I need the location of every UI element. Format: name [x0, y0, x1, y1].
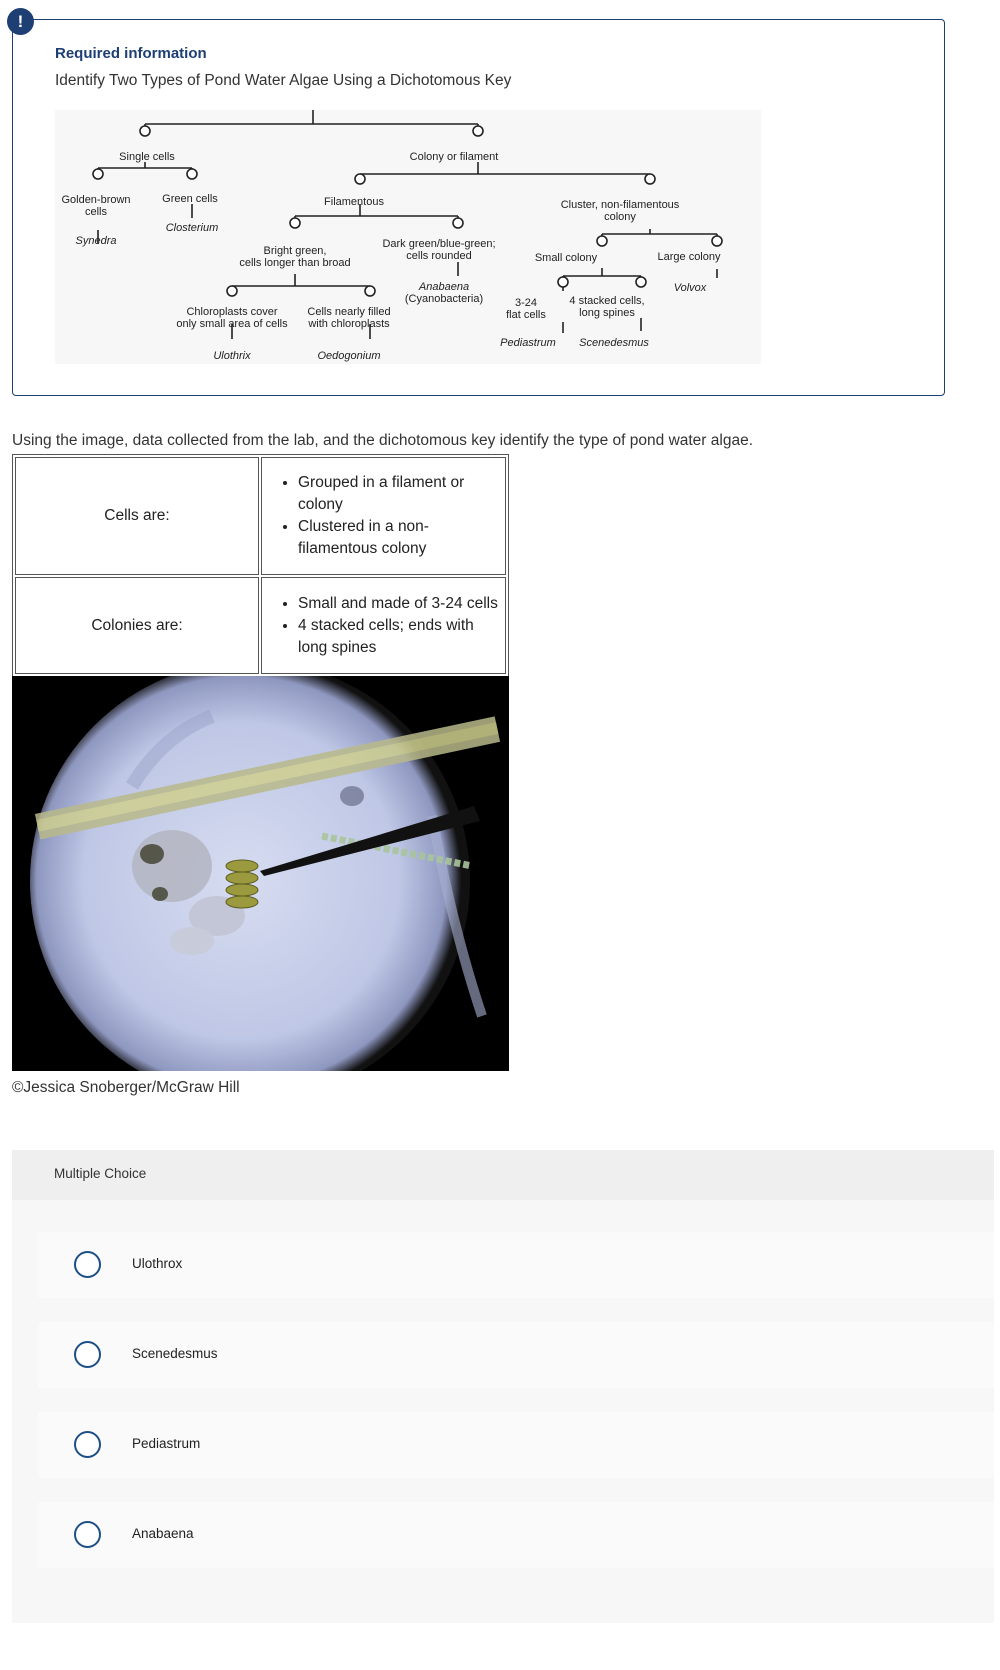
- list-item: • Clustered in a non-filamentous colony: [298, 516, 501, 560]
- option-pediastrum[interactable]: [38, 1412, 994, 1478]
- required-information-subtitle: Identify Two Types of Pond Water Algae Using a Dichotomous Key: [55, 72, 512, 89]
- key-label-with-chloroplasts: with chloroplasts: [308, 318, 390, 330]
- option-label: Ulothrox: [132, 1256, 183, 1271]
- key-label-bright-green: Bright green,: [263, 245, 327, 257]
- table-row: [15, 457, 506, 575]
- key-label-flat-cells: flat cells: [506, 309, 546, 321]
- option-label: Scenedesmus: [132, 1346, 218, 1361]
- list-item: • Grouped in a filament or colony: [298, 472, 501, 516]
- key-label-chloroplasts-cover: Chloroplasts cover: [186, 306, 278, 318]
- key-label-large-colony: Large colony: [657, 251, 721, 263]
- key-label-cluster: Cluster, non-filamentous: [560, 199, 680, 211]
- key-label-small-colony: Small colony: [534, 252, 598, 264]
- key-label-pediastrum: Pediastrum: [500, 337, 556, 349]
- table-row: [15, 577, 506, 674]
- observation-table: [12, 454, 509, 677]
- multiple-choice-title: Multiple Choice: [54, 1166, 147, 1181]
- key-label-closterium: Closterium: [165, 222, 219, 234]
- key-label-anabaena: Anabaena: [418, 281, 470, 293]
- option-label: Pediastrum: [132, 1436, 201, 1451]
- key-label-small-area: only small area of cells: [176, 318, 288, 330]
- key-label-cells-rounded: cells rounded: [406, 250, 472, 262]
- option-scenedesmus[interactable]: [38, 1322, 994, 1388]
- key-label-synedra: Synedra: [75, 235, 117, 247]
- key-label-4-stacked: 4 stacked cells,: [569, 295, 645, 307]
- key-label-3-24: 3-24: [514, 297, 538, 309]
- radio-button[interactable]: [74, 1251, 101, 1278]
- row-label-colonies: Colonies are:: [15, 577, 259, 674]
- key-label-green-cells: Green cells: [162, 193, 218, 205]
- key-label-nearly-filled: Cells nearly filled: [307, 306, 391, 318]
- key-label-scenedesmus: Scenedesmus: [579, 337, 649, 349]
- key-label-golden-brown: Golden-brown: [61, 194, 131, 206]
- option-anabaena[interactable]: [38, 1502, 994, 1568]
- option-ulothrox[interactable]: [38, 1232, 994, 1298]
- multiple-choice-header: [12, 1150, 994, 1200]
- radio-button[interactable]: [74, 1521, 101, 1548]
- photo-credit: ©Jessica Snoberger/McGraw Hill: [12, 1079, 240, 1096]
- key-label-single-cells: Single cells: [119, 151, 175, 163]
- dichotomous-key-figure: [55, 110, 761, 364]
- question-text: Using the image, data collected from the lab, and the dichotomous key identify the type of pond water algae.: [12, 432, 754, 449]
- key-label-oedogonium: Oedogonium: [317, 350, 381, 362]
- key-label-volvox: Volvox: [673, 282, 707, 294]
- key-label-cells-longer: cells longer than broad: [239, 257, 351, 269]
- microscope-photo: [12, 676, 509, 1071]
- list-item: • 4 stacked cells; ends with long spines: [298, 615, 501, 659]
- row-values-colonies: [261, 577, 506, 674]
- key-label-cluster-colony: colony: [604, 211, 636, 223]
- key-label-golden-brown-cells: cells: [84, 206, 108, 218]
- multiple-choice-panel: [12, 1150, 994, 1623]
- key-label-dark-green: Dark green/blue-green;: [382, 238, 496, 250]
- list-item: • Small and made of 3-24 cells: [298, 593, 501, 615]
- alert-icon: !: [7, 8, 34, 35]
- required-information-title: Required information: [55, 45, 207, 62]
- radio-button[interactable]: [74, 1341, 101, 1368]
- key-label-filamentous: Filamentous: [324, 196, 384, 208]
- required-information-panel: [12, 19, 945, 396]
- row-values-cells: [261, 457, 506, 575]
- dichotomous-key-diagram: [55, 110, 761, 364]
- radio-button[interactable]: [74, 1431, 101, 1458]
- option-label: Anabaena: [132, 1526, 194, 1541]
- key-label-ulothrix: Ulothrix: [213, 350, 251, 362]
- row-label-cells: Cells are:: [15, 457, 259, 575]
- key-label-cyanobacteria: (Cyanobacteria): [404, 293, 484, 305]
- key-label-long-spines: long spines: [579, 307, 635, 319]
- key-label-colony-or-filament: Colony or filament: [409, 151, 499, 163]
